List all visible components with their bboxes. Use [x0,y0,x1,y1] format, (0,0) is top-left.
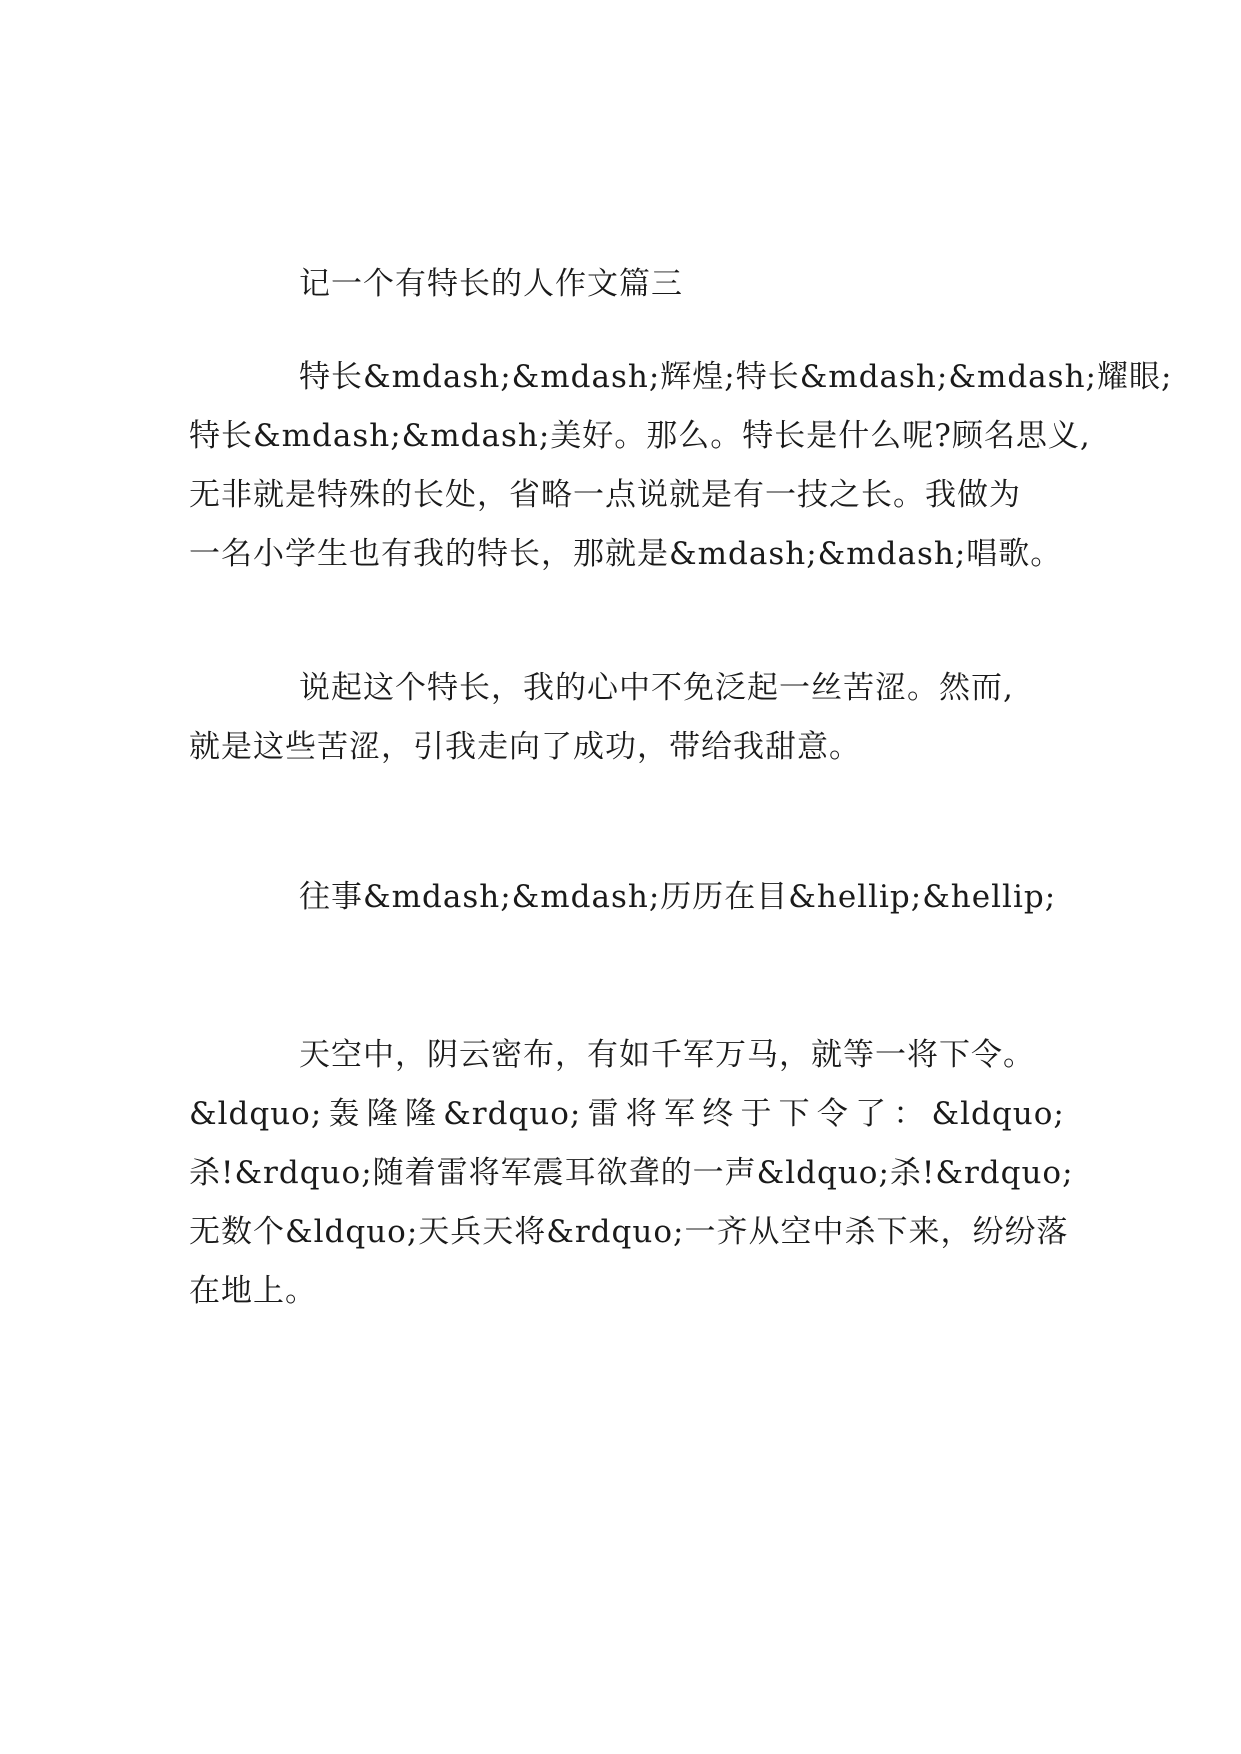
title-text: 记一个有特长的人作文篇三 [299,266,683,302]
paragraph-line: 往事&mdash;&mdash;历历在目&hellip;&hellip; [299,879,1057,915]
paragraph-line: 天空中，阴云密布，有如千军万马，就等一将下令。 [299,1037,1035,1073]
paragraph-line-justified [189,1085,1065,1144]
paragraph-line: 说起这个特长，我的心中不免泛起一丝苦涩。然而, [299,670,1014,706]
paragraph-line: 一名小学生也有我的特长，那就是&mdash;&mdash;唱歌。 [189,536,1063,572]
paragraph-line: 无数个&ldquo;天兵天将&rdquo;一齐从空中杀下来，纷纷落 [189,1214,1069,1250]
justified-token: 隆 [366,1096,399,1132]
paragraph-line: 无非就是特殊的长处，省略一点说就是有一技之长。我做为 [189,477,1021,513]
paragraph-line: 在地上。 [189,1273,317,1309]
paragraph-line: 就是这些苦涩，引我走向了成功，带给我甜意。 [189,729,861,765]
paragraph-line: 特长&mdash;&mdash;美好。那么。特长是什么呢?顾名思义, [189,418,1091,454]
justified-token: &rdquo; [443,1096,582,1132]
paragraph-4 [189,1026,1089,1321]
paragraph-3 [189,868,1089,927]
justified-token: 将 [625,1096,658,1132]
justified-token: ： [893,1096,926,1132]
justified-token: 终 [702,1096,735,1132]
paragraph-2 [189,659,1089,777]
paragraph-line: 特长&mdash;&mdash;辉煌;特长&mdash;&mdash;耀眼; [299,359,1173,395]
justified-token: 于 [740,1096,773,1132]
justified-token: 了 [855,1096,888,1132]
justified-token: 军 [664,1096,696,1132]
paragraph-1 [189,348,1173,584]
justified-token: 轰 [328,1096,361,1132]
justified-token: 令 [816,1096,849,1132]
justified-token: 雷 [587,1096,620,1132]
justified-token: &ldquo; [931,1096,1065,1132]
justified-token: 隆 [404,1096,437,1132]
justified-token: &ldquo; [189,1096,323,1132]
document-title [189,255,1089,314]
paragraph-line: 杀!&rdquo;随着雷将军震耳欲聋的一声&ldquo;杀!&rdquo; [189,1155,1074,1191]
justified-token: 下 [778,1096,811,1132]
